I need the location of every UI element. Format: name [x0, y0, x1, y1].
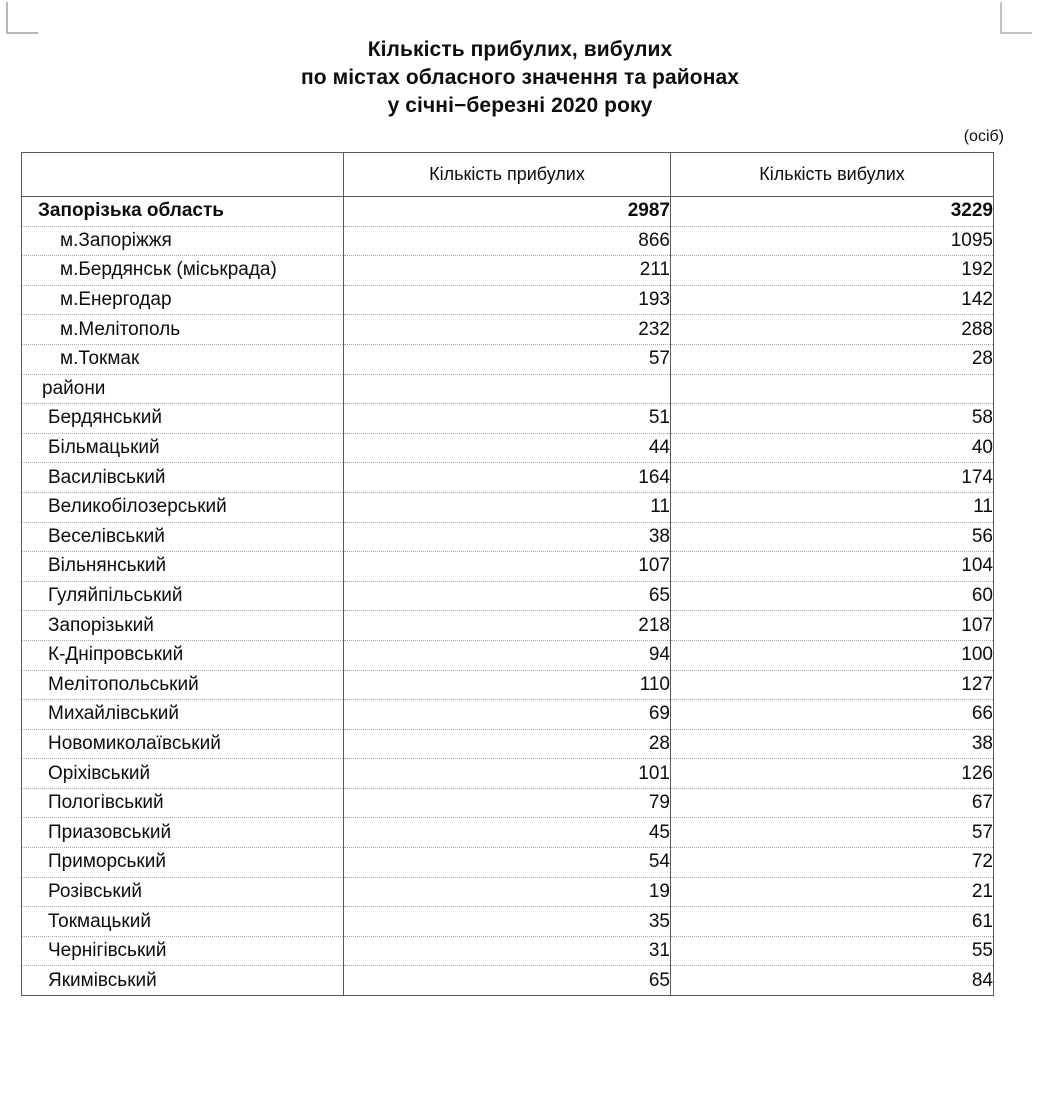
row-value-arrived: 107 — [344, 552, 671, 582]
row-value-departed: 3229 — [671, 197, 994, 227]
row-value-departed: 67 — [671, 788, 994, 818]
row-value-arrived: 164 — [344, 463, 671, 493]
row-value-departed: 57 — [671, 818, 994, 848]
row-value-departed: 58 — [671, 404, 994, 434]
row-label: м.Мелітополь — [22, 315, 344, 345]
table-row — [22, 522, 994, 552]
row-value-arrived: 28 — [344, 729, 671, 759]
row-value-arrived: 45 — [344, 818, 671, 848]
table-body — [22, 197, 994, 996]
row-label: м.Бердянськ (міськрада) — [22, 256, 344, 286]
row-value-arrived: 51 — [344, 404, 671, 434]
table-row — [22, 611, 994, 641]
row-label: Веселівський — [22, 522, 344, 552]
row-value-arrived: 866 — [344, 226, 671, 256]
row-value-departed: 142 — [671, 285, 994, 315]
row-label: м.Енергодар — [22, 285, 344, 315]
table-row — [22, 936, 994, 966]
table-row — [22, 285, 994, 315]
units-note: (осіб) — [963, 128, 1004, 145]
column-header-name — [22, 153, 344, 197]
row-value-arrived: 65 — [344, 966, 671, 996]
row-value-arrived: 232 — [344, 315, 671, 345]
row-value-arrived: 110 — [344, 670, 671, 700]
row-label: Бердянський — [22, 404, 344, 434]
table-header — [22, 153, 994, 197]
row-value-departed: 107 — [671, 611, 994, 641]
row-value-arrived: 94 — [344, 640, 671, 670]
statistics-table-container — [21, 152, 993, 996]
row-value-departed: 28 — [671, 344, 994, 374]
table-row — [22, 404, 994, 434]
row-label: м.Запоріжжя — [22, 226, 344, 256]
title-line-3: у січні−березні 2020 року — [387, 94, 653, 118]
title-line-1: Кількість прибулих, вибулих — [367, 38, 673, 61]
row-label: Токмацький — [22, 907, 344, 937]
table-row — [22, 552, 994, 582]
row-value-departed: 38 — [671, 729, 994, 759]
page-title — [0, 36, 1040, 120]
row-value-arrived: 31 — [344, 936, 671, 966]
table-row — [22, 818, 994, 848]
table-row — [22, 256, 994, 286]
table-row — [22, 433, 994, 463]
row-value-arrived: 101 — [344, 759, 671, 789]
row-value-departed: 104 — [671, 552, 994, 582]
table-row — [22, 788, 994, 818]
row-label: Мелітопольський — [22, 670, 344, 700]
table-row — [22, 877, 994, 907]
row-value-arrived: 44 — [344, 433, 671, 463]
row-label: Пологівський — [22, 788, 344, 818]
table-row — [22, 729, 994, 759]
row-value-arrived: 69 — [344, 700, 671, 730]
row-value-arrived: 2987 — [344, 197, 671, 227]
row-label: райони — [22, 374, 344, 404]
row-value-arrived: 211 — [344, 256, 671, 286]
table-row — [22, 700, 994, 730]
row-label: Запорізький — [22, 611, 344, 641]
row-label: Михайлівський — [22, 700, 344, 730]
row-label: Якимівський — [22, 966, 344, 996]
statistics-table — [21, 152, 994, 996]
row-label: Більмацький — [22, 433, 344, 463]
table-row — [22, 759, 994, 789]
row-value-departed: 126 — [671, 759, 994, 789]
row-value-departed: 60 — [671, 581, 994, 611]
row-label: Вільнянський — [22, 552, 344, 582]
table-row — [22, 581, 994, 611]
table-row — [22, 670, 994, 700]
row-value-arrived — [344, 374, 671, 404]
row-value-arrived: 19 — [344, 877, 671, 907]
row-label: К-Дніпровський — [22, 640, 344, 670]
column-header-departed: Кількість вибулих — [671, 153, 994, 197]
table-row — [22, 463, 994, 493]
row-value-departed: 72 — [671, 848, 994, 878]
row-value-departed: 21 — [671, 877, 994, 907]
row-value-departed: 40 — [671, 433, 994, 463]
row-label: Приазовський — [22, 818, 344, 848]
row-value-departed: 66 — [671, 700, 994, 730]
row-value-arrived: 57 — [344, 344, 671, 374]
row-label: Новомиколаївський — [22, 729, 344, 759]
row-value-arrived: 35 — [344, 907, 671, 937]
row-label: Чернігівський — [22, 936, 344, 966]
row-value-departed: 288 — [671, 315, 994, 345]
row-value-departed: 11 — [671, 492, 994, 522]
table-row — [22, 226, 994, 256]
row-label: Гуляйпільський — [22, 581, 344, 611]
row-value-arrived: 79 — [344, 788, 671, 818]
row-label: Василівський — [22, 463, 344, 493]
table-row — [22, 374, 994, 404]
crop-mark-top-left — [6, 2, 38, 34]
table-row — [22, 344, 994, 374]
row-value-arrived: 38 — [344, 522, 671, 552]
row-value-arrived: 193 — [344, 285, 671, 315]
title-line-2: по містах обласного значення та районах — [300, 66, 740, 90]
row-label: Розівський — [22, 877, 344, 907]
row-value-departed: 127 — [671, 670, 994, 700]
row-label: Запорізька область — [22, 197, 344, 227]
table-row — [22, 907, 994, 937]
row-value-departed — [671, 374, 994, 404]
crop-mark-top-right — [1000, 2, 1032, 34]
row-value-departed: 174 — [671, 463, 994, 493]
table-row — [22, 492, 994, 522]
table-row — [22, 315, 994, 345]
column-header-arrived: Кількість прибулих — [344, 153, 671, 197]
row-value-arrived: 218 — [344, 611, 671, 641]
row-value-departed: 84 — [671, 966, 994, 996]
row-value-arrived: 54 — [344, 848, 671, 878]
table-header-row — [22, 153, 994, 197]
row-value-departed: 56 — [671, 522, 994, 552]
row-value-departed: 100 — [671, 640, 994, 670]
row-value-departed: 1095 — [671, 226, 994, 256]
table-row — [22, 966, 994, 996]
row-label: м.Токмак — [22, 344, 344, 374]
row-value-arrived: 65 — [344, 581, 671, 611]
table-row — [22, 640, 994, 670]
row-value-departed: 55 — [671, 936, 994, 966]
row-label: Оріхівський — [22, 759, 344, 789]
table-row — [22, 848, 994, 878]
row-label: Приморський — [22, 848, 344, 878]
row-value-departed: 61 — [671, 907, 994, 937]
row-value-departed: 192 — [671, 256, 994, 286]
table-row — [22, 197, 994, 227]
row-label: Великобілозерський — [22, 492, 344, 522]
row-value-arrived: 11 — [344, 492, 671, 522]
